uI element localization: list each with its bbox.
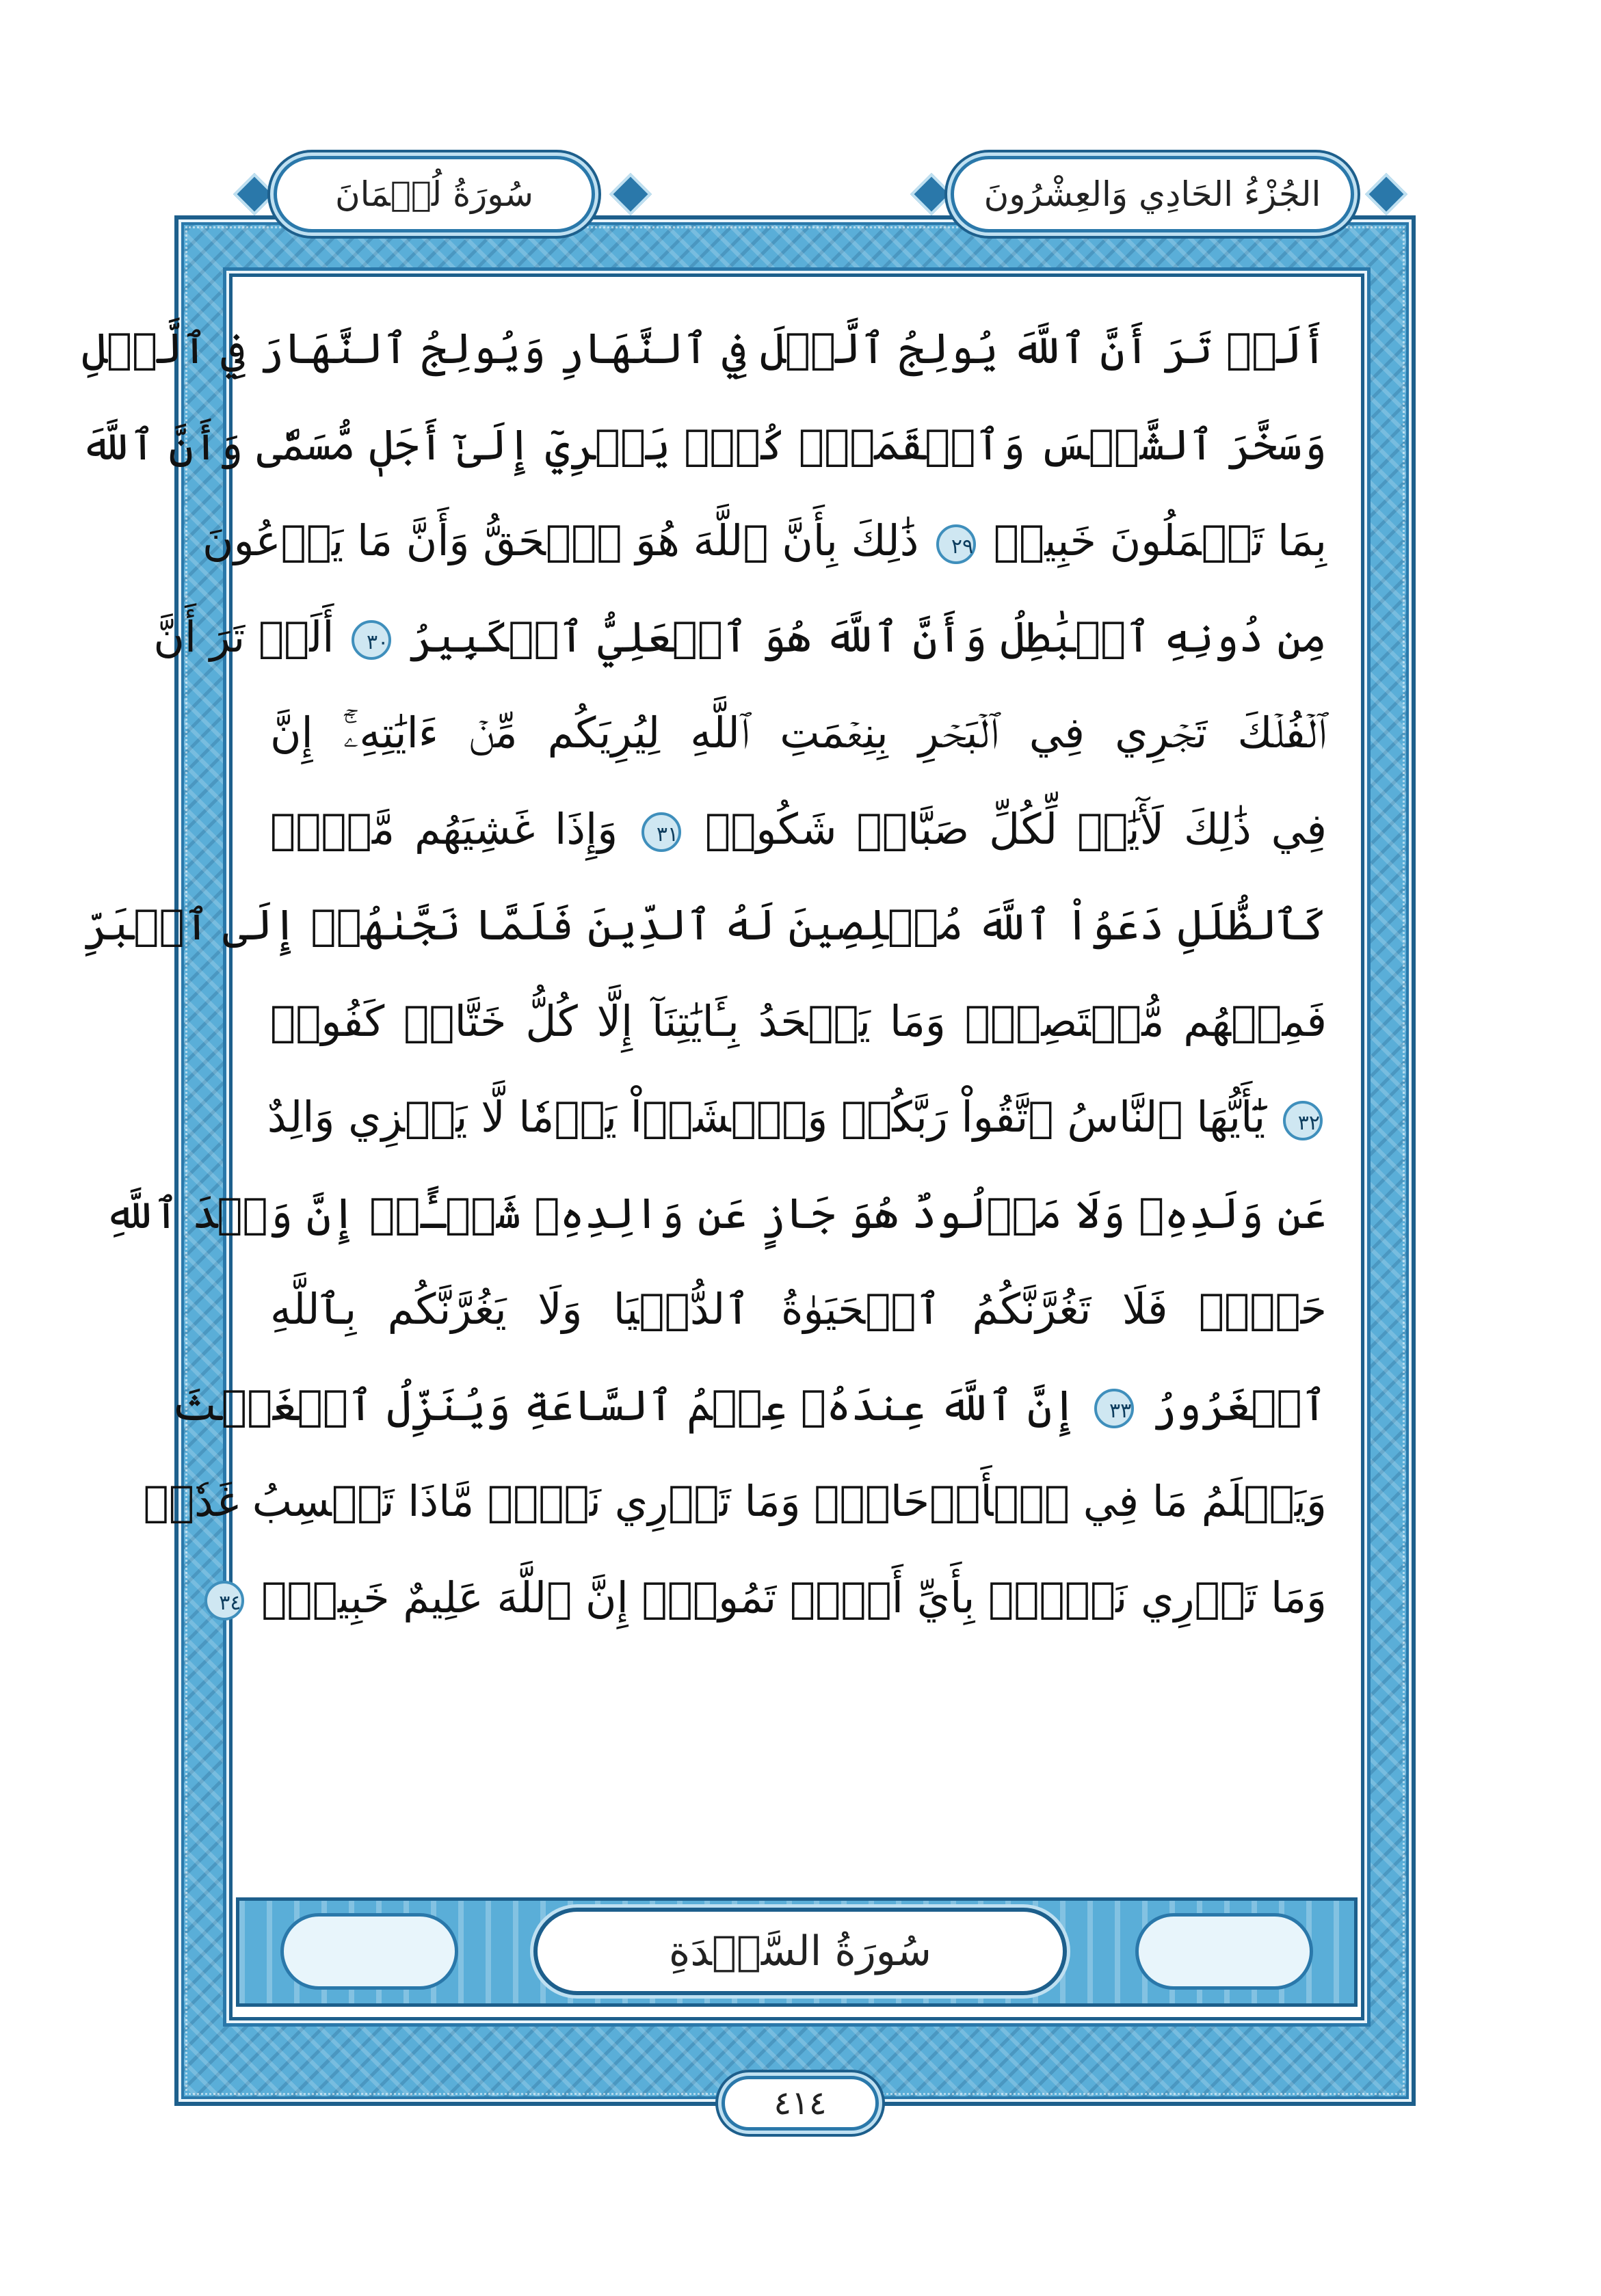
verse-line xyxy=(83,877,1327,974)
verse-text: وَمَا تَدۡرِي نَفۡسُۢ بِأَيِّ أَرۡضٖ تَمُوتُۚ إِنَّ ٱللَّهَ عَلِيمٌ خَبِيرُۢ xyxy=(261,1572,1327,1623)
verse-text: إِنَّ ٱللَّهَ عِندَهُۥ عِلۡمُ ٱلسَّاعَةِ وَيُنَزِّلُ ٱلۡغَيۡثَ xyxy=(172,1380,1077,1430)
verse-text: كَٱلظُّلَلِ دَعَوُاْ ٱللَّهَ مُخۡلِصِينَ لَهُ ٱلدِّينَ فَلَمَّا نَجَّىٰهُمۡ إِلَى ٱلۡبَرِّ xyxy=(83,900,1327,950)
verse-line xyxy=(270,1262,1327,1358)
verse-line xyxy=(219,1550,1327,1646)
verse-text: عَن وَلَدِهِۦ وَلَا مَوۡلُودٌ هُوَ جَازٍ عَن وَالِدِهِۦ شَيۡـًٔاۚ إِنَّ وَعۡدَ ٱللَّهِ xyxy=(104,1188,1327,1238)
verse-text: فِي ذَٰلِكَ لَأٓيَٰتٖ لِّكُلِّ صَبَّارٖ شَكُورٖ xyxy=(704,803,1327,854)
verse-line xyxy=(270,782,1327,878)
verse-line xyxy=(143,1454,1327,1550)
band-ornament xyxy=(280,1913,458,1990)
verse-text: يَٰٓأَيُّهَا ٱلنَّاسُ ٱتَّقُواْ رَبَّكُمۡ وَٱخۡشَوۡاْ يَوۡمٗا لَّا يَجۡزِي وَالِدٌ xyxy=(267,1092,1266,1142)
verse-text: ذَٰلِكَ بِأَنَّ ٱللَّهَ هُوَ ٱلۡحَقُّ وَأَنَّ مَا يَدۡعُونَ xyxy=(202,516,919,565)
verse-line xyxy=(153,589,1327,686)
verse-line xyxy=(80,397,1327,494)
ayah-number-marker: ٣٢ xyxy=(1283,1101,1323,1140)
surah-header: سُورَةُ لُقۡمَانَ xyxy=(274,156,595,232)
ayah-number-marker: ٢٩ xyxy=(936,524,976,564)
verse-line xyxy=(172,1358,1327,1454)
header-ornament xyxy=(233,173,276,215)
ayah-number-marker: ٣٤ xyxy=(204,1581,244,1620)
verse-text: أَلَمۡ تَرَ أَنَّ xyxy=(153,611,334,662)
ayah-number-marker: ٣٣ xyxy=(1094,1389,1134,1428)
verse-line xyxy=(81,301,1327,397)
next-surah-title: سُورَةُ السَّجۡدَةِ xyxy=(533,1908,1067,1995)
verse-text: فَمِنۡهُم مُّقۡتَصِدٞۚ وَمَا يَجۡحَدُ بِـَٔايَٰتِنَآ إِلَّا كُلُّ خَتَّارٖ كَفُورٖ xyxy=(270,996,1327,1046)
header-ornament xyxy=(1365,173,1407,215)
verse-line xyxy=(270,974,1327,1070)
verse-line xyxy=(104,1166,1327,1262)
verse-line xyxy=(267,1069,1327,1166)
verse-lines xyxy=(80,301,1327,1646)
verse-text: وَإِذَا غَشِيَهُم مَّوۡجٞ xyxy=(270,803,618,854)
verse-text: ٱلۡغَرُورُ xyxy=(1151,1380,1327,1430)
verse-text: حَقّٞۖ فَلَا تَغُرَّنَّكُمُ ٱلۡحَيَوٰةُ ٱلدُّنۡيَا وَلَا يَغُرَّنَّكُم بِٱللَّهِ xyxy=(270,1284,1327,1334)
verse-text: وَسَخَّرَ ٱلشَّمۡسَ وَٱلۡقَمَرَۖ كُلّٞ يَجۡرِيٓ إِلَىٰٓ أَجَلٖ مُّسَمّٗى وَأَنَّ ٱللَّهَ xyxy=(80,419,1327,470)
verse-text: وَيَعۡلَمُ مَا فِي ٱلۡأَرۡحَامِۖ وَمَا تَدۡرِي نَفۡسٞ مَّاذَا تَكۡسِبُ غَدٗاۖ xyxy=(143,1476,1327,1526)
verse-text: ٱلۡفُلۡكَ تَجۡرِي فِي ٱلۡبَحۡرِ بِنِعۡمَتِ ٱللَّهِ لِيُرِيَكُم مِّنۡ ءَايَٰتِهِۦٓۚ إِنَّ xyxy=(270,708,1327,758)
verse-text: مِن دُونِهِ ٱلۡبَٰطِلُ وَأَنَّ ٱللَّهَ هُوَ ٱلۡعَلِيُّ ٱلۡكَبِيرُ xyxy=(408,611,1327,662)
verse-text: أَلَمۡ تَرَ أَنَّ ٱللَّهَ يُولِجُ ٱلَّيۡلَ فِي ٱلنَّهَارِ وَيُولِجُ ٱلنَّهَارَ فِي ٱلَّيۡلِ xyxy=(81,323,1327,373)
verse-line xyxy=(270,685,1327,782)
header-ornament xyxy=(910,173,953,215)
ayah-number-marker: ٣٠ xyxy=(352,620,391,660)
juz-header: الجُزْءُ الحَادِي وَالعِشْرُونَ xyxy=(951,156,1354,232)
page-number: ٤١٤ xyxy=(722,2076,879,2131)
verse-line xyxy=(202,493,1327,589)
verse-text: بِمَا تَعۡمَلُونَ خَبِيرٞ xyxy=(993,516,1327,565)
ayah-number-marker: ٣١ xyxy=(641,812,681,852)
header-ornament xyxy=(609,173,652,215)
band-ornament xyxy=(1135,1913,1313,1990)
